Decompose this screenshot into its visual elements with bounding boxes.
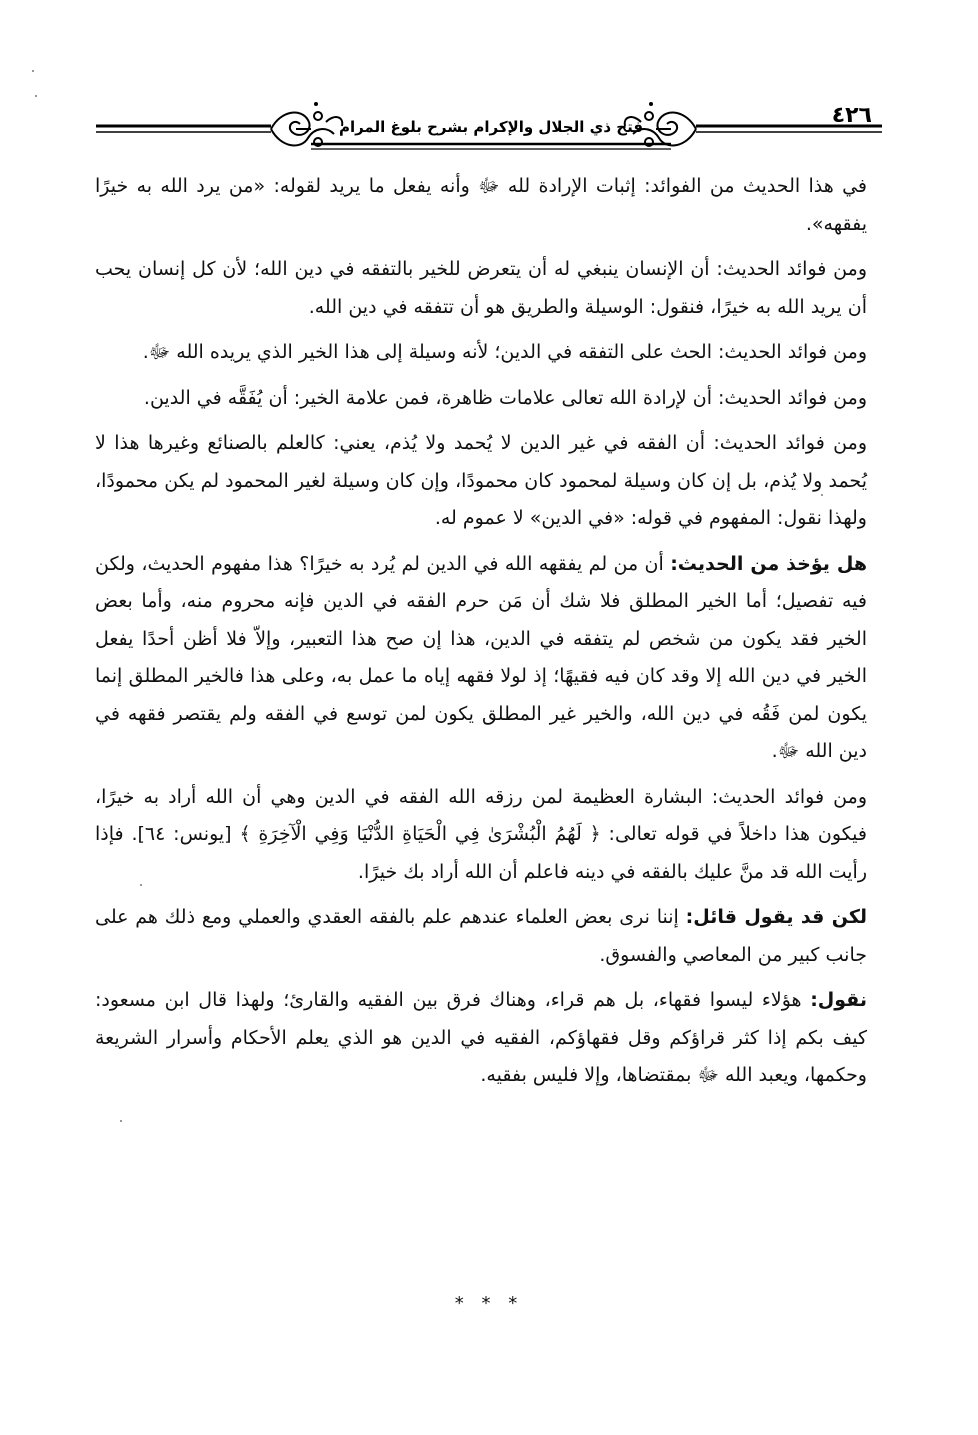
text-body: [95, 168, 867, 1103]
paragraph-8: [95, 899, 867, 974]
scan-speck: [32, 70, 34, 72]
scan-speck: [821, 494, 823, 496]
paragraph-text: هؤلاء ليسوا فقهاء، بل هم قراء، وهناك فرق بين الفقيه والقارئ؛ ولهذا قال ابن مسعود: كيف بكم إذا كثر قراؤكم وقل فقهاؤكم، الفقيه في الدين هو الذي يعلم الأحكام وأسرار الشريعة وحكمها، ويعبد الله ﷻ بمقتضاها، وإلا فليس بفقيه.: [95, 989, 867, 1086]
scan-speck: [120, 1120, 122, 1122]
paragraph-7: [95, 779, 867, 892]
scan-speck: [140, 884, 142, 886]
paragraph-text: في هذا الحديث من الفوائد: إثبات الإرادة لله ﷻ وأنه يفعل ما يريد لقوله: «من يرد الله به خيرًا يفقهه».: [95, 175, 867, 235]
paragraph-1: [95, 168, 867, 243]
book-title: فتح ذي الجلال والإكرام بشرح بلوغ المرام: [338, 118, 644, 136]
paragraph-text: ومن فوائد الحديث: الحث على التفقه في الدين؛ لأنه وسيلة إلى هذا الخير الذي يريده الله ﷻ.: [142, 341, 867, 363]
paragraph-6: [95, 546, 867, 771]
paragraph-text: ومن فوائد الحديث: البشارة العظيمة لمن رزقه الله الفقه في الدين وهي أن الله أراد به خيرًا، فيكون هذا داخلاً في قوله تعالى: ﴿ لَهُمُ الْبُشْرَىٰ فِي الْحَيَاةِ الدُّنْيَا وَفِي الْآخِرَةِ ﴾ [يونس: ٦٤]. فإذا رأيت الله قد منَّ عليك بالفقه في دينه فاعلم أن الله أراد بك خيرًا.: [95, 785, 867, 883]
page-header: [96, 100, 882, 160]
paragraph-3: [95, 334, 867, 372]
page-number: ٤٢٦: [831, 103, 872, 128]
paragraph-9: [95, 982, 867, 1095]
paragraph-4: [95, 380, 867, 418]
paragraph-text: ومن فوائد الحديث: أن لإرادة الله تعالى علامات ظاهرة، فمن علامة الخير: أن يُفَقَّه في الدين.: [143, 386, 867, 409]
section-separator: * * *: [454, 1293, 524, 1314]
paragraph-lead: لكن قد يقول قائل:: [685, 906, 868, 928]
paragraph-lead: نقول:: [810, 989, 867, 1011]
paragraph-text: ومن فوائد الحديث: أن الفقه في غير الدين لا يُحمد ولا يُذم، يعني: كالعلم بالصنائع وغيرها هذا لا يُحمد ولا يُذم، بل إن كان وسيلة لمحمود كان محمودًا، وإن كان وسيلة لغير المحمود لم يكن محمودًا، ولهذا نقول: المفهوم في قوله: «في الدين» لا عموم له.: [95, 432, 867, 529]
scan-speck: [35, 95, 37, 97]
paragraph-text: ومن فوائد الحديث: أن الإنسان ينبغي له أن يتعرض للخير بالتفقه في دين الله؛ لأن كل إنسان يحب أن يريد الله به خيرًا، فنقول: الوسيلة والطريق هو أن تتفقه في دين الله.: [95, 258, 867, 318]
paragraph-text: أن من لم يفقهه الله في الدين لم يُرد به خيرًا؟ هذا مفهوم الحديث، ولكن فيه تفصيل؛ أما الخير المطلق فلا شك أن مَن حرم الفقه في الدين فإنه محروم منه، وأما بعض الخير فقد يكون من شخص لم يتفقه في الدين، هذا إن صح هذا التعبير، وإلاّ فلا أظن أحدًا يفعل الخير في دين الله إلا وقد كان فيه فقيهًا؛ إذ لولا فقهه إياه ما عمل به، وعلى هذا فالخير المطلق إنما يكون لمن فَقُه في دين الله، والخير غير المطلق يكون لمن توسع في الفقه ولم يقتصر فقهه في دين الله ﷻ.: [95, 552, 867, 762]
paragraph-lead: هل يؤخذ من الحديث:: [670, 552, 868, 575]
paragraph-5: [95, 425, 867, 538]
paragraph-text: إننا نرى بعض العلماء عندهم علم بالفقه العقدي والعملي ومع ذلك هم على جانب كبير من المعاصي والفسوق.: [95, 906, 867, 966]
paragraph-2: [95, 251, 867, 326]
